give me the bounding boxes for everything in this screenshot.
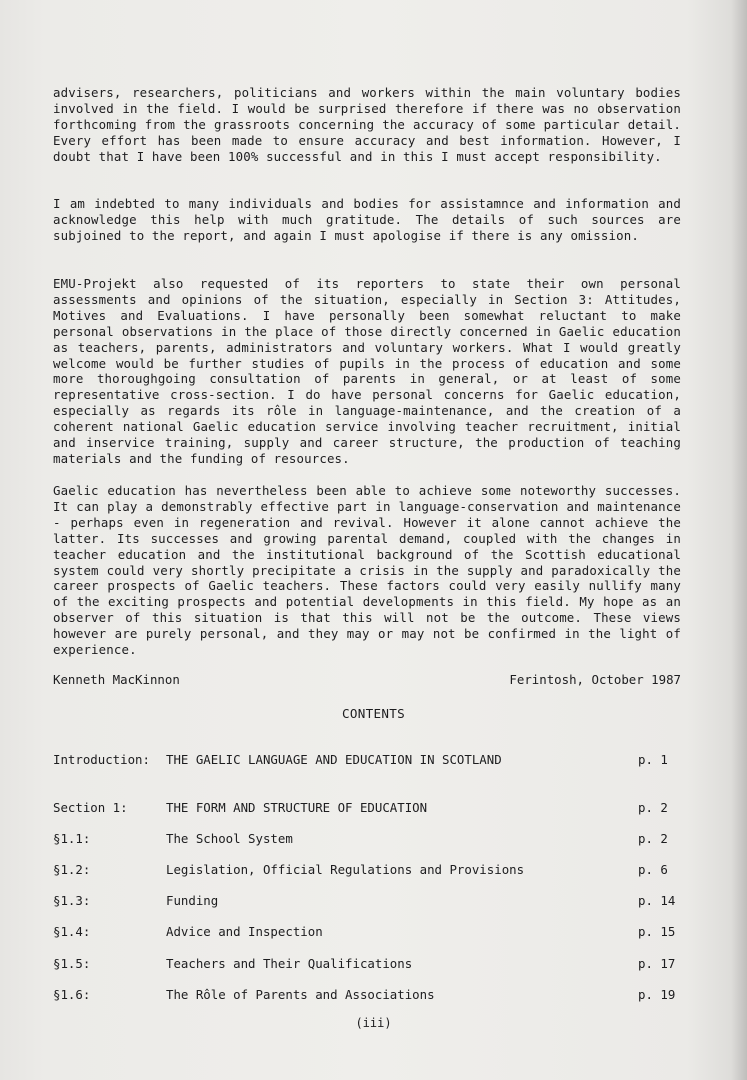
toc-section-number: §1.5: <box>53 956 91 971</box>
toc-section-title: The School System <box>166 831 293 846</box>
toc-page-number: p. 19 <box>638 987 676 1002</box>
toc-page-number: p. 6 <box>638 862 668 877</box>
toc-page-number: p. 2 <box>638 800 668 815</box>
toc-section-title: Teachers and Their Qualifications <box>166 956 413 971</box>
contents-heading: CONTENTS <box>341 706 406 721</box>
signature-line <box>53 672 681 687</box>
toc-row <box>53 987 681 1005</box>
toc-page-number: p. 1 <box>638 752 668 767</box>
toc-section-number: §1.6: <box>53 987 91 1002</box>
toc-page-number: p. 17 <box>638 956 676 971</box>
toc-row <box>53 893 681 911</box>
toc-page-number: p. 2 <box>638 831 668 846</box>
toc-row <box>53 862 681 880</box>
toc-section-title: THE GAELIC LANGUAGE AND EDUCATION IN SCOTLAND <box>166 752 502 767</box>
place-date: Ferintosh, October 1987 <box>509 672 681 687</box>
page-edge-shadow <box>731 0 747 1080</box>
toc-row <box>53 800 681 818</box>
paragraph-4: Gaelic education has nevertheless been able to achieve some noteworthy successes. It can play a demonstrably effective part in language-conservation and maintenance - perhaps even in regeneration and revival. However it alone cannot achieve the latter. Its successes and growing parental demand, coupled with the changes in teacher education and the institutional background of the Scottish educational system could very shortly precipitate a crisis in the supply and paradoxically the career prospects of Gaelic teachers. These factors could very easily nullify many of the exciting prospects and potential developments in this field. My hope as an observer of this situation is that this will not be the outcome. These views however are purely personal, and they may or may not be confirmed in the light of experience. <box>53 483 681 658</box>
toc-row <box>53 924 681 942</box>
toc-page-number: p. 14 <box>638 893 676 908</box>
toc-section-number: §1.1: <box>53 831 91 846</box>
paragraph-1: advisers, researchers, politicians and workers within the main voluntary bodies involved in the field. I would be surprised therefore if there was no observation forthcoming from the grassroots concerning the accuracy of some particular detail. Every effort has been made to ensure accuracy and best information. However, I doubt that I have been 100% successful and in this I must accept responsibility. <box>53 85 681 164</box>
toc-section-title: Advice and Inspection <box>166 924 323 939</box>
toc-section-number: §1.3: <box>53 893 91 908</box>
toc-section-title: THE FORM AND STRUCTURE OF EDUCATION <box>166 800 428 815</box>
toc-section-number: Section 1: <box>53 800 128 815</box>
toc-row <box>53 831 681 849</box>
page-number: (iii) <box>355 1016 392 1030</box>
paragraph-2: I am indebted to many individuals and bodies for assistamnce and information and acknowledge this help with much gratitude. The details of such sources are subjoined to the report, and again I must apologise if there is any omission. <box>53 196 681 243</box>
paragraph-3: EMU-Projekt also requested of its reporters to state their own personal assessments and opinions of the situation, especially in Section 3: Attitudes, Motives and Evaluations. I have personally been somewhat reluctant to make personal observations in the place of those directly concerned in Gaelic education as teachers, parents, administrators and voluntary workers. What I would greatly welcome would be further studies of pupils in the process of education and some more thoroughgoing consultation of parents in general, or at least of some representative cross-section. I do have personal concerns for Gaelic education, especially as regards its rôle in language-maintenance, and the creation of a coherent national Gaelic education service involving teacher recruitment, initial and inservice training, supply and career structure, the production of teaching materials and the funding of resources. <box>53 276 681 466</box>
toc-row <box>53 956 681 974</box>
toc-section-number: Introduction: <box>53 752 150 767</box>
toc-section-title: The Rôle of Parents and Associations <box>166 987 435 1002</box>
toc-section-title: Legislation, Official Regulations and Provisions <box>166 862 525 877</box>
toc-section-number: §1.4: <box>53 924 91 939</box>
toc-page-number: p. 15 <box>638 924 676 939</box>
toc-section-title: Funding <box>166 893 219 908</box>
author-name: Kenneth MacKinnon <box>53 672 180 687</box>
toc-section-number: §1.2: <box>53 862 91 877</box>
toc-row <box>53 752 681 770</box>
